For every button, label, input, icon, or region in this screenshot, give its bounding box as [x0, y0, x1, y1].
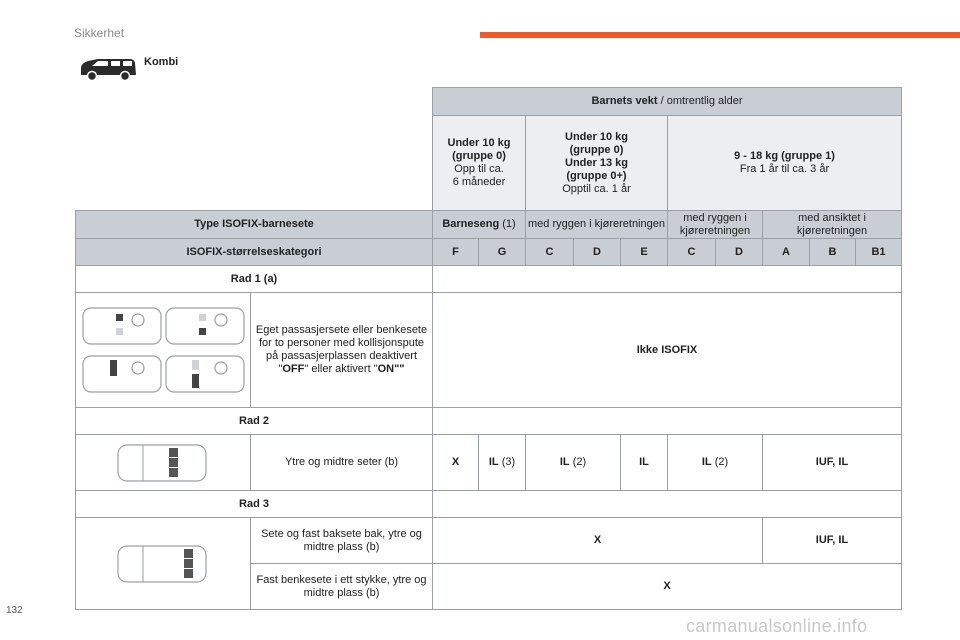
watermark: carmanualsonline.info: [686, 616, 868, 636]
row3-description-a: Sete og fast baksete bak, ytre og midtre plass (b): [251, 518, 433, 564]
van-icon: [78, 56, 138, 82]
row3-description-b: Fast benkesete i ett stykke, ytre og midtre plass (b): [251, 564, 433, 610]
accent-bar: [480, 32, 960, 38]
type-cell: med ryggen i kjøreretningen: [668, 211, 763, 239]
type-cell: med ryggen i kjøreretningen: [526, 211, 668, 239]
section-title: Sikkerhet: [74, 26, 125, 40]
row-label-rad1: Rad 1 (a): [76, 266, 433, 293]
page-number: 132: [6, 605, 23, 616]
weight-header: Barnets vekt / omtrentlig alder: [433, 88, 902, 116]
size-cell: E: [621, 239, 668, 266]
car-seat-diagram-icon: [78, 300, 248, 400]
row2-cell: X: [433, 435, 479, 491]
size-cell: F: [433, 239, 479, 266]
isofix-table: [75, 87, 902, 610]
car-rear-seats-icon: [113, 440, 213, 486]
size-cell: A: [763, 239, 810, 266]
type-cell: med ansiktet i kjøreretningen: [763, 211, 902, 239]
type-cell: Barneseng (1): [433, 211, 526, 239]
variant-label: Kombi: [144, 56, 179, 68]
row2-cell: IUF, IL: [763, 435, 902, 491]
size-cell: D: [716, 239, 763, 266]
car-third-row-icon: [113, 541, 213, 587]
seat-diagram-row1: [76, 293, 251, 408]
row2-cell: IL: [621, 435, 668, 491]
row2-cell: IL (2): [668, 435, 763, 491]
size-cell: C: [668, 239, 716, 266]
size-cell: D: [574, 239, 621, 266]
seat-diagram-row2: [76, 435, 251, 491]
weight-group-2: 9 - 18 kg (gruppe 1) Fra 1 år til ca. 3 år: [668, 116, 902, 211]
weight-group-0: Under 10 kg (gruppe 0) Opp til ca. 6 måneder: [433, 116, 526, 211]
row3-value-a1: X: [433, 518, 763, 564]
size-cell: C: [526, 239, 574, 266]
seat-diagram-row3: [76, 518, 251, 610]
size-cell: B1: [856, 239, 902, 266]
row2-cell: IL (2): [526, 435, 621, 491]
type-label: Type ISOFIX-barnesete: [76, 211, 433, 239]
row1-description: Eget passasjersete eller benkesete for to personer med kollisjonspute på passasjerplassen deaktivert "OFF" eller aktivert "ON"": [251, 293, 433, 408]
row-label-rad2: Rad 2: [76, 408, 433, 435]
weight-group-1: Under 10 kg (gruppe 0) Under 13 kg (gruppe 0+) Opptil ca. 1 år: [526, 116, 668, 211]
size-cell: B: [810, 239, 856, 266]
row3-value-b: X: [433, 564, 902, 610]
row-label-rad3: Rad 3: [76, 491, 433, 518]
row2-description: Ytre og midtre seter (b): [251, 435, 433, 491]
row1-result: Ikke ISOFIX: [433, 293, 902, 408]
size-cell: G: [479, 239, 526, 266]
size-label: ISOFIX-størrelseskategori: [76, 239, 433, 266]
row2-cell: IL (3): [479, 435, 526, 491]
row3-value-a2: IUF, IL: [763, 518, 902, 564]
